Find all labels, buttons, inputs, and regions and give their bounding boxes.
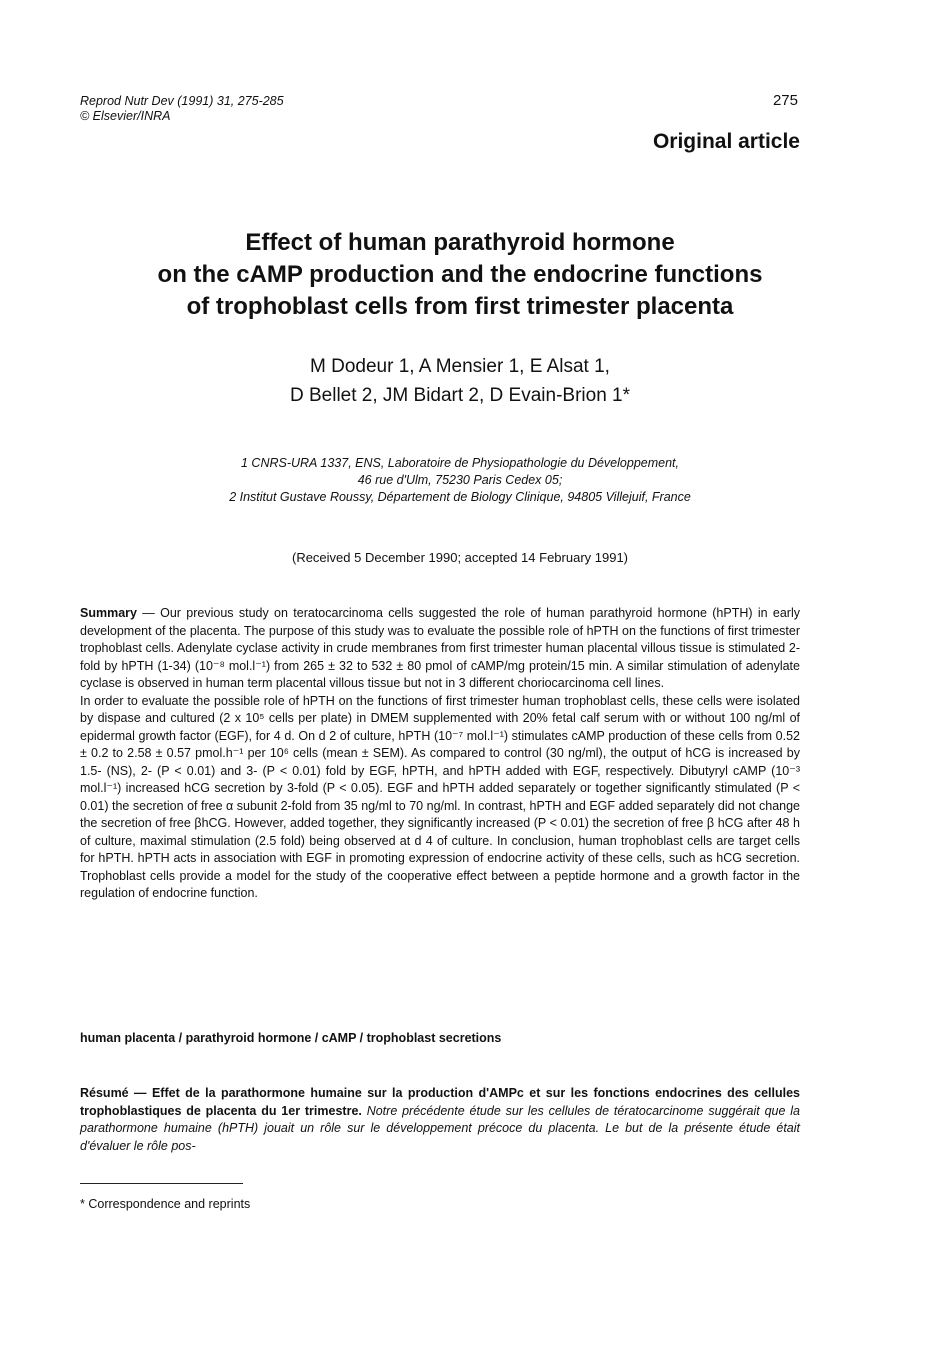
- keywords: human placenta / parathyroid hormone / cAMP / trophoblast secretions: [80, 1031, 502, 1045]
- title-line-3: of trophoblast cells from first trimester placenta: [186, 293, 734, 320]
- journal-citation: [80, 94, 284, 124]
- page-number: 275: [772, 92, 798, 109]
- received-dates: (Received 5 December 1990; accepted 14 February 1991): [291, 550, 629, 565]
- title-line-1: Effect of human parathyroid hormone: [245, 229, 675, 256]
- footnote: * Correspondence and reprints: [80, 1197, 251, 1211]
- summary-text-1: — Our previous study on teratocarcinoma cells suggested the role of human parathyroid hormone (hPTH) in early development of the placenta. The purpose of this study was to evaluate the possible role of hPTH on the functions of first trimester trophoblast cells. Adenylate cyclase activity in crude membranes from first trimester human placental villous tissue is stimulated 2-fold by hPTH (1-34) (10⁻⁸ mol.l⁻¹) from 265 ± 32 to 532 ± 80 pmol of cAMP/mg protein/15 min. A similar stimulation of adenylate cyclase is observed in human term placental villous tissue but not in 3 different choriocarcinoma cell lines.: [80, 606, 800, 690]
- journal-line-1: Reprod Nutr Dev (1991) 31, 275-285: [80, 94, 284, 108]
- authors-line-2: D Bellet 2, JM Bidart 2, D Evain-Brion 1*: [289, 385, 631, 406]
- summary-paragraph-2: In order to evaluate the possible role of hPTH on the functions of first trimester human trophoblast cells, these cells were isolated by dispase and cultured (2 x 10⁵ cells per plate) in DMEM supplemented with 20% fetal calf serum with or without 100 ng/ml of epidermal growth factor (EGF), for 4 d. On d 2 of culture, hPTH (10⁻⁷ mol.l⁻¹) stimulates cAMP production of these cells from 0.52 ± 0.2 to 2.58 ± 0.57 pmol.h⁻¹ per 10⁶ cells (mean ± SEM). As compared to control (30 ng/ml), the output of hCG is increased by 1.5- (NS), 2- (P < 0.01) and 3- (P < 0.01) fold by EGF, hPTH, and hPTH added with EGF, respectively. Dibutyryl cAMP (10⁻³ mol.l⁻¹) increased hCG secretion by 3-fold (P < 0.05). EGF and hPTH added separately or together significantly stimulated (P < 0.01) the secretion of free α subunit 2-fold from 35 ng/ml to 70 ng/ml. In contrast, hPTH and EGF added separately did not change the secretion of free βhCG. However, added together, they significantly increased (P < 0.01) the secretion of free β hCG after 48 h of culture, maximal stimulation (2.5 fold) being observed at d 4 of culture. In conclusion, human trophoblast cells are target cells for hPTH. hPTH acts in association with EGF in promoting expression of endocrine activity of these cells, such as hCG secretion. Trophoblast cells provide a model for the study of the cooperative effect between a peptide hormone and a growth factor in the regulation of endocrine function.: [80, 693, 800, 900]
- resume-label: Résumé: [80, 1086, 129, 1100]
- resume-section: [80, 1085, 800, 1155]
- resume-text: Notre précédente étude sur les cellules de tératocarcinome suggérait que la parathormone humaine (hPTH) jouait un rôle sur le développement précoce du placenta. Le but de la présente étude était d'évaluer le rôle pos-: [80, 1103, 800, 1153]
- article-type: Original article: [652, 130, 800, 153]
- author-list: [60, 352, 860, 410]
- affiliation-line-2: 46 rue d'Ulm, 75230 Paris Cedex 05;: [357, 473, 563, 487]
- authors-line-1: M Dodeur 1, A Mensier 1, E Alsat 1,: [310, 356, 610, 377]
- paper-title: [60, 227, 860, 323]
- summary-section: [80, 605, 800, 903]
- title-line-2: on the cAMP production and the endocrine functions: [157, 261, 763, 288]
- footnote-divider: [80, 1183, 243, 1184]
- affiliations: [80, 455, 840, 506]
- summary-paragraph-1: [80, 605, 800, 693]
- affiliation-line-1: 1 CNRS-URA 1337, ENS, Laboratoire de Physiopathologie du Développement,: [241, 456, 679, 470]
- affiliation-line-3: 2 Institut Gustave Roussy, Département de Biology Clinique, 94805 Villejuif, France: [229, 490, 691, 504]
- resume-title: — Effet de la parathormone humaine sur la production d'AMPc et sur les fonctions endocrines des cellules trophoblastiques de placenta du 1er trimestre.: [80, 1086, 800, 1118]
- journal-line-2: © Elsevier/INRA: [80, 109, 171, 123]
- summary-label: Summary: [80, 606, 137, 620]
